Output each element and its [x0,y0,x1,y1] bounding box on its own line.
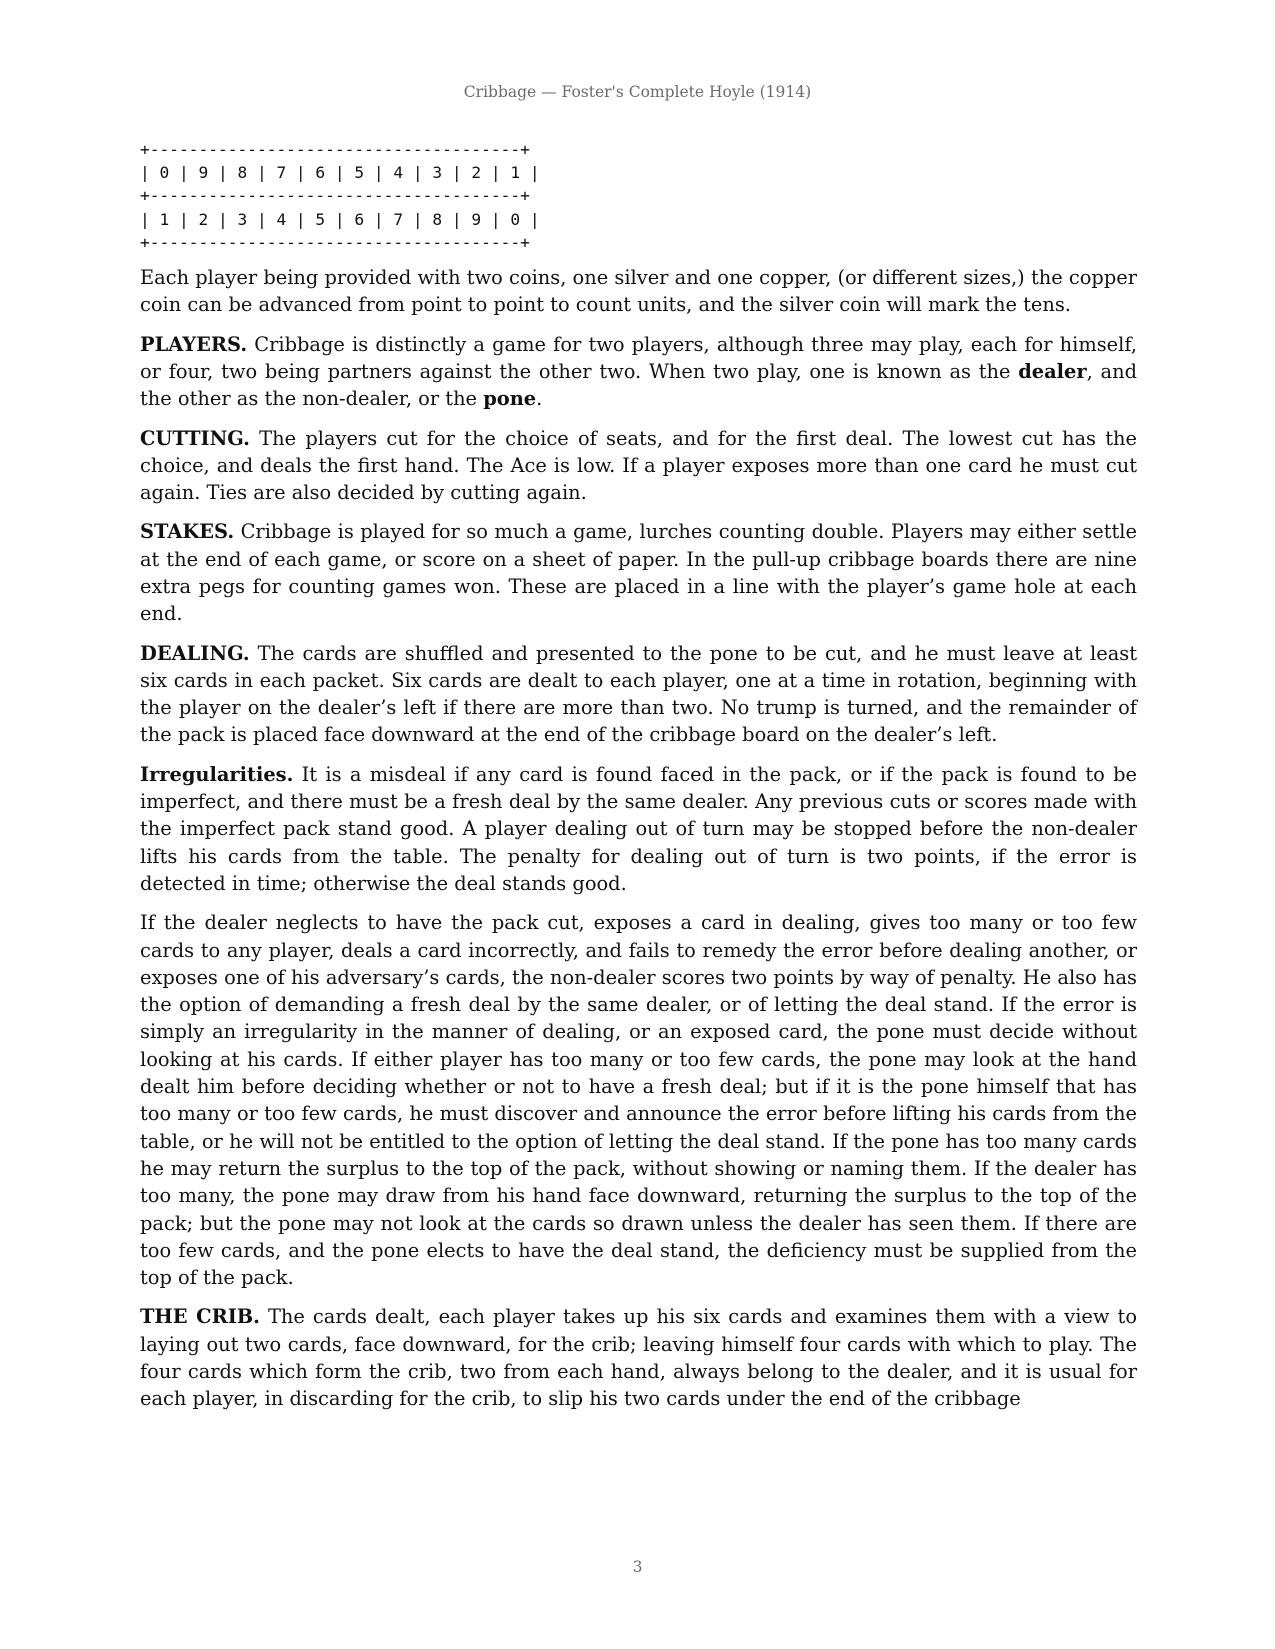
term-dealer: dealer [1018,359,1087,383]
paragraph-stakes [140,518,1137,627]
paragraph-crib [140,1303,1137,1412]
crib-text: The cards dealt, each player takes up his six cards and examines them with a view to laying out two cards, face downward, for the crib; leaving himself four cards with which to play. The four cards which form the crib, two from each hand, always belong to the dealer, and it is usual for each player, in discarding for the crib, to slip his two cards under the end of the cribbage [140,1305,1137,1411]
paragraph-dealing [140,640,1137,749]
heading-stakes: STAKES. [140,520,235,544]
dealing-text: The cards are shuffled and presented to the pone to be cut, and he must leave at least six cards in each packet. Six cards are dealt to each player, one at a time in rotation, beginning with the player on the dealer’s left if there are more than two. No trump is turned, and the remainder of the pack is placed face downward at the end of the cribbage board on the dealer’s left. [140,641,1137,747]
players-text-1: Cribbage is distinctly a game for two players, although three may play, each for himself, or four, two being partners against the other two. When two play, one is known as the [140,332,1137,383]
heading-cutting: CUTTING. [140,426,250,450]
board-row-bottom: | 1 | 2 | 3 | 4 | 5 | 6 | 7 | 8 | 9 | 0 | [140,209,540,229]
cribbage-board-diagram [140,138,1137,254]
page-body [140,138,1137,1425]
board-border-middle: +--------------------------------------+ [140,186,530,206]
irregularities-text: It is a misdeal if any card is found faced in the pack, or if the pack is found to be imperfect, and there must be a fresh deal by the same dealer. Any previous cuts or scores made with the imperfect pack stand good. A player dealing out of turn may be stopped before the non-dealer lifts his cards from the table. The penalty for dealing out of turn is two points, if the error is detected in time; otherwise the deal stands good. [140,762,1137,895]
page-number: 3 [632,1558,643,1576]
board-border-top: +--------------------------------------+ [140,140,530,159]
heading-players: PLAYERS. [140,332,248,356]
players-text-3: . [536,387,543,411]
players-text-2: , and the other as the non-dealer, or the [140,359,1137,411]
running-head: Cribbage — Foster's Complete Hoyle (1914) [463,83,812,101]
heading-crib: THE CRIB. [140,1305,260,1329]
paragraph-cutting [140,425,1137,507]
board-border-bottom: +--------------------------------------+ [140,232,530,252]
board-row-top: | 0 | 9 | 8 | 7 | 6 | 5 | 4 | 3 | 2 | 1 | [140,163,540,183]
term-pone: pone [483,387,537,411]
heading-dealing: DEALING. [140,641,250,665]
heading-irregularities: Irregularities. [140,762,294,786]
stakes-text: Cribbage is played for so much a game, lurches counting double. Players may either settle at the end of each game, or score on a sheet of paper. In the pull-up cribbage boards there are nine extra pegs for counting games won. These are placed in a line with the player’s game hole at each end. [140,520,1137,626]
paragraph-coins: Each player being provided with two coins, one silver and one copper, (or different sizes,) the copper coin can be advanced from point to point to count units, and the silver coin will mark the tens. [140,266,1137,317]
paragraph-irregularities [140,761,1137,897]
paragraph-players [140,331,1137,413]
cutting-text: The players cut for the choice of seats, and for the first deal. The lowest cut has the choice, and deals the first hand. The Ace is low. If a player exposes more than one card he must cut again. Ties are also decided by cutting again. [140,426,1137,505]
paragraph-dealer-errors: If the dealer neglects to have the pack cut, exposes a card in dealing, gives too many or too few cards to any player, deals a card incorrectly, and fails to remedy the error before dealing another, or exposes one of his adversary’s cards, the non-dealer scores two points by way of penalty. He also has the option of demanding a fresh deal by the same dealer, or of letting the deal stand. If the error is simply an irregularity in the manner of dealing, or an exposed card, the pone must decide without looking at his cards. If either player has too many or too few cards, the pone may look at the hand dealt him before deciding whether or not to have a fresh deal; but if it is the pone himself that has too many or too few cards, he must discover and announce the error before lifting his cards from the table, or he will not be entitled to the option of letting the deal stand. If the pone has too many cards he may return the surplus to the top of the pack, without showing or naming them. If the dealer has too many, the pone may draw from his hand face downward, returning the surplus to the top of the pack; but the pone may not look at the cards so drawn unless the dealer has seen them. If there are too few cards, and the pone elects to have the deal stand, the deficiency must be supplied from the top of the pack. [140,911,1137,1290]
